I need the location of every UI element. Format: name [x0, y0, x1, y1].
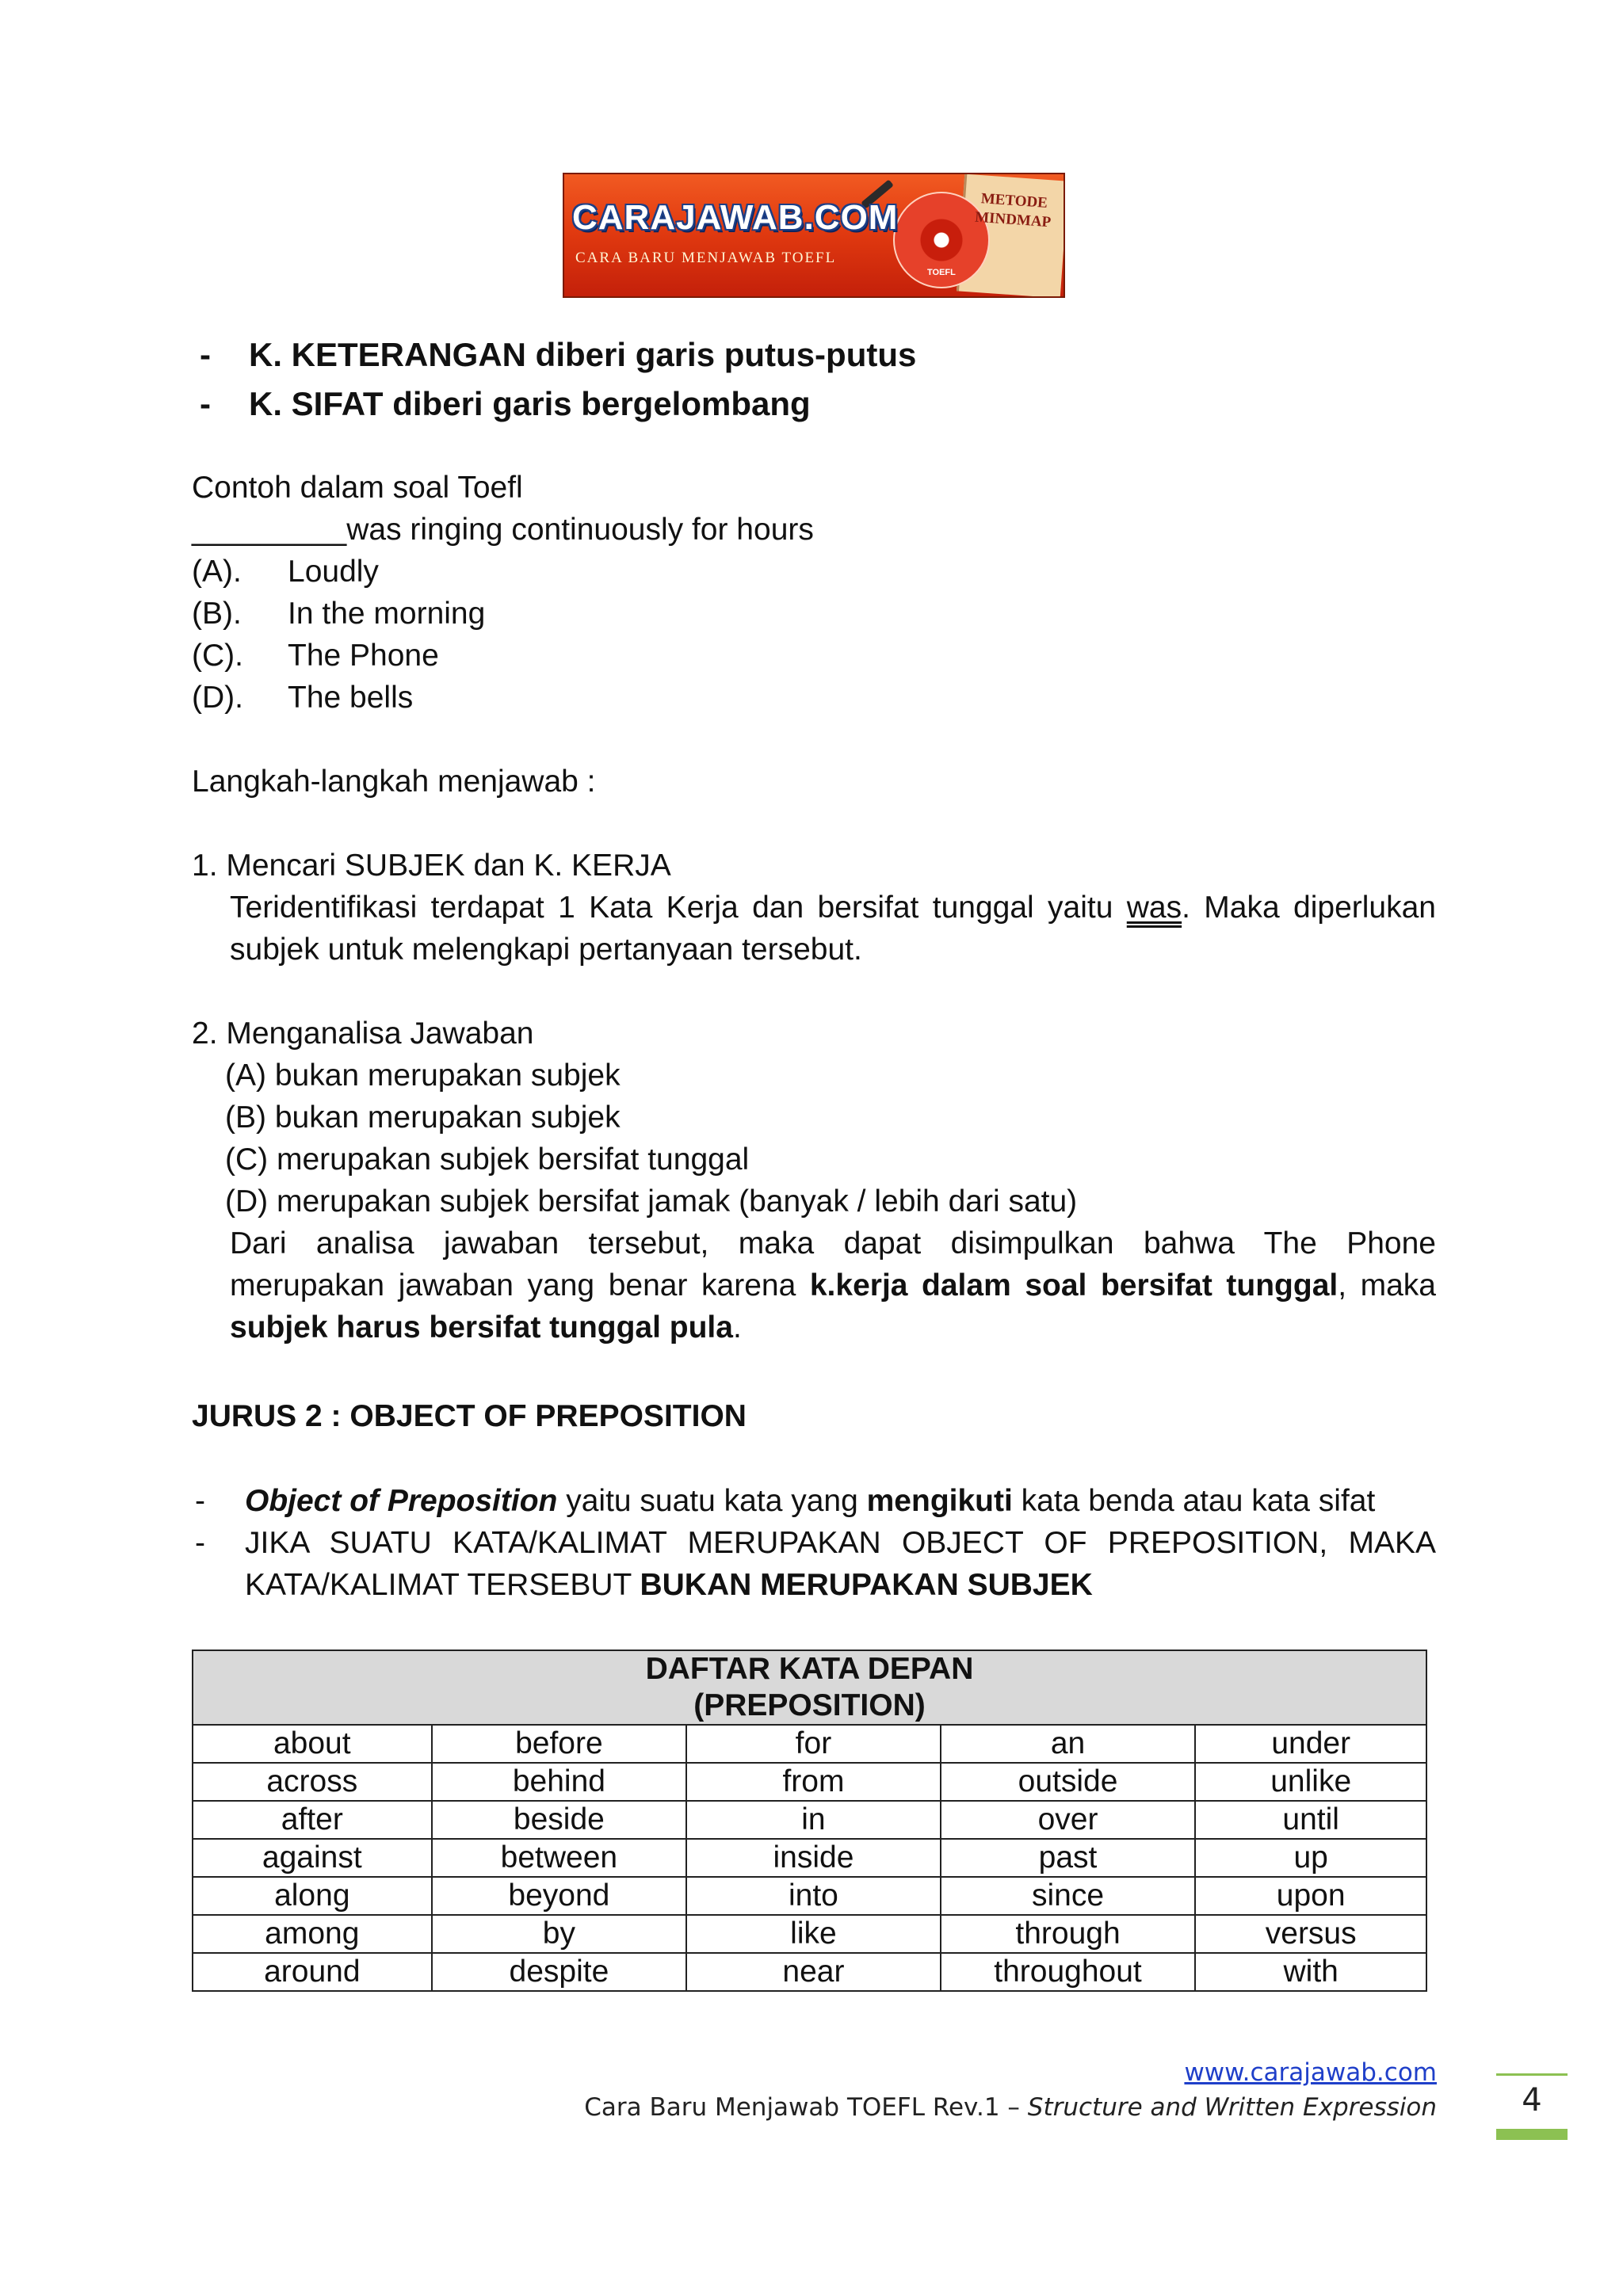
jurus-bullet-2-line-1: JIKA SUATU KATA/KALIMAT MERUPAKAN OBJECT OF PREPOSITION, MAKA	[245, 1526, 1436, 1560]
logo-tagline: CARA BARU MENJAWAB TOEFL	[575, 250, 837, 266]
table-row	[193, 1877, 1426, 1915]
table-cell: along	[193, 1877, 432, 1915]
step1-line-1	[230, 887, 1436, 929]
table-cell: like	[686, 1915, 941, 1953]
table-cell: with	[1195, 1953, 1426, 1991]
jurus-bullet-1-dash: -	[195, 1484, 205, 1518]
legend-item-adverb: K. KETERANGAN diberi garis putus-putus	[249, 336, 917, 373]
table-cell: across	[193, 1763, 432, 1801]
bullet1-text-a: yaitu suatu kata yang	[557, 1484, 867, 1518]
conclusion-text-a: merupakan jawaban yang benar karena	[230, 1268, 810, 1302]
table-cell: between	[432, 1839, 687, 1877]
logo-text: CARAJAWAB.COM	[572, 198, 899, 237]
conclusion-line-1: Dari analisa jawaban tersebut, maka dapat disimpulkan bahwa The Phone	[230, 1226, 1436, 1261]
table-cell: under	[1195, 1725, 1426, 1763]
footer-website-link[interactable]: www.carajawab.com	[1184, 2058, 1437, 2087]
table-row	[193, 1725, 1426, 1763]
table-cell: from	[686, 1763, 941, 1801]
step1-heading: 1. Mencari SUBJEK dan K. KERJA	[192, 849, 671, 883]
steps-title: Langkah-langkah menjawab :	[192, 765, 596, 799]
conclusion-bold-a: k.kerja dalam soal bersifat tunggal	[809, 1268, 1338, 1302]
option-d-label: (D).	[192, 681, 243, 715]
table-title: DAFTAR KATA DEPAN	[645, 1652, 974, 1686]
option-b-label: (B).	[192, 597, 242, 631]
option-c-text: The Phone	[288, 639, 439, 673]
badge-line-1: METODE	[980, 190, 1048, 212]
jurus-bullet-2-line-2	[245, 1564, 1093, 1606]
footer-book-title	[584, 2093, 1437, 2122]
step2-item-d: (D) merupakan subjek bersifat jamak (banyak / lebih dari satu)	[225, 1184, 1078, 1219]
table-cell: by	[432, 1915, 687, 1953]
metode-mindmap-badge	[968, 189, 1058, 233]
jurus-bullet-1	[245, 1480, 1375, 1522]
footer-title-text: Cara Baru Menjawab TOEFL Rev.1 –	[584, 2093, 1028, 2122]
legend-dash-2: -	[200, 385, 211, 422]
table-row	[193, 1915, 1426, 1953]
table-cell: over	[941, 1801, 1196, 1839]
table-cell: unlike	[1195, 1763, 1426, 1801]
step2-heading: 2. Menganalisa Jawaban	[192, 1016, 534, 1051]
table-cell: beyond	[432, 1877, 687, 1915]
bullet1-bold: mengikuti	[866, 1484, 1013, 1518]
option-a-text: Loudly	[288, 555, 379, 589]
table-header	[193, 1650, 1426, 1725]
table-cell: around	[193, 1953, 432, 1991]
step2-item-b: (B) bukan merupakan subjek	[225, 1100, 621, 1135]
table-row	[193, 1801, 1426, 1839]
table-cell: throughout	[941, 1953, 1196, 1991]
example-title: Contoh dalam soal Toefl	[192, 471, 523, 505]
table-cell: until	[1195, 1801, 1426, 1839]
object-of-preposition-term: Object of Preposition	[245, 1484, 558, 1518]
table-row	[193, 1839, 1426, 1877]
conclusion-text-b: , maka	[1338, 1268, 1436, 1302]
table-body	[193, 1725, 1426, 1991]
table-cell: versus	[1195, 1915, 1426, 1953]
bullet2-bold: BUKAN MERUPAKAN SUBJEK	[640, 1568, 1093, 1602]
table-cell: about	[193, 1725, 432, 1763]
table-cell: against	[193, 1839, 432, 1877]
step1-text-a: Teridentifikasi terdapat 1 Kata Kerja dan bersifat tunggal yaitu	[230, 891, 1127, 925]
table-cell: beside	[432, 1801, 687, 1839]
table-row	[193, 1763, 1426, 1801]
conclusion-end: .	[732, 1310, 742, 1344]
page-number-top-bar	[1496, 2073, 1568, 2076]
carajawab-banner-logo	[563, 173, 1065, 298]
table-cell: for	[686, 1725, 941, 1763]
jurus-bullet-2-dash: -	[195, 1526, 205, 1560]
table-cell: outside	[941, 1763, 1196, 1801]
bullet1-text-b: kata benda atau kata sifat	[1012, 1484, 1376, 1518]
step2-item-c: (C) merupakan subjek bersifat tunggal	[225, 1142, 750, 1177]
conclusion-bold-b: subjek harus bersifat tunggal pula	[230, 1310, 733, 1344]
table-cell: despite	[432, 1953, 687, 1991]
table-cell: behind	[432, 1763, 687, 1801]
legend-dash-1: -	[200, 336, 211, 373]
table-cell: inside	[686, 1839, 941, 1877]
table-cell: in	[686, 1801, 941, 1839]
footer-title-italic: Structure and Written Expression	[1027, 2093, 1437, 2122]
question-blank: _________	[192, 513, 347, 547]
badge-line-2: MINDMAP	[974, 208, 1052, 231]
table-cell: before	[432, 1725, 687, 1763]
step2-item-a: (A) bukan merupakan subjek	[225, 1058, 621, 1093]
table-cell: past	[941, 1839, 1196, 1877]
preposition-table	[192, 1650, 1427, 1992]
table-row	[193, 1953, 1426, 1991]
table-cell: among	[193, 1915, 432, 1953]
disc-label: TOEFL	[927, 268, 956, 277]
table-cell: through	[941, 1915, 1196, 1953]
option-c-label: (C).	[192, 639, 243, 673]
page-number-bottom-bar	[1496, 2129, 1568, 2140]
option-a-label: (A).	[192, 555, 242, 589]
option-b-text: In the morning	[288, 597, 486, 631]
table-cell: after	[193, 1801, 432, 1839]
jurus-2-heading: JURUS 2 : OBJECT OF PREPOSITION	[192, 1399, 747, 1433]
table-header-row	[193, 1650, 1426, 1725]
bullet2-text-a: KATA/KALIMAT TERSEBUT	[245, 1568, 640, 1602]
page-number: 4	[1522, 2082, 1542, 2119]
verb-was-double-underlined: was	[1126, 891, 1182, 925]
table-cell: into	[686, 1877, 941, 1915]
table-cell: since	[941, 1877, 1196, 1915]
table-cell: up	[1195, 1839, 1426, 1877]
step1-line-2: subjek untuk melengkapi pertanyaan tersebut.	[230, 933, 862, 967]
legend-item-adjective: K. SIFAT diberi garis bergelombang	[249, 385, 811, 422]
conclusion-line-2	[230, 1264, 1436, 1306]
table-cell: upon	[1195, 1877, 1426, 1915]
step1-text-b: . Maka diperlukan	[1182, 891, 1436, 925]
table-subtitle: (PREPOSITION)	[693, 1688, 926, 1722]
table-cell: near	[686, 1953, 941, 1991]
example-question	[192, 509, 814, 551]
option-d-text: The bells	[288, 681, 414, 715]
conclusion-line-3	[230, 1306, 742, 1348]
question-stem: was ringing continuously for hours	[346, 513, 814, 547]
table-cell: an	[941, 1725, 1196, 1763]
